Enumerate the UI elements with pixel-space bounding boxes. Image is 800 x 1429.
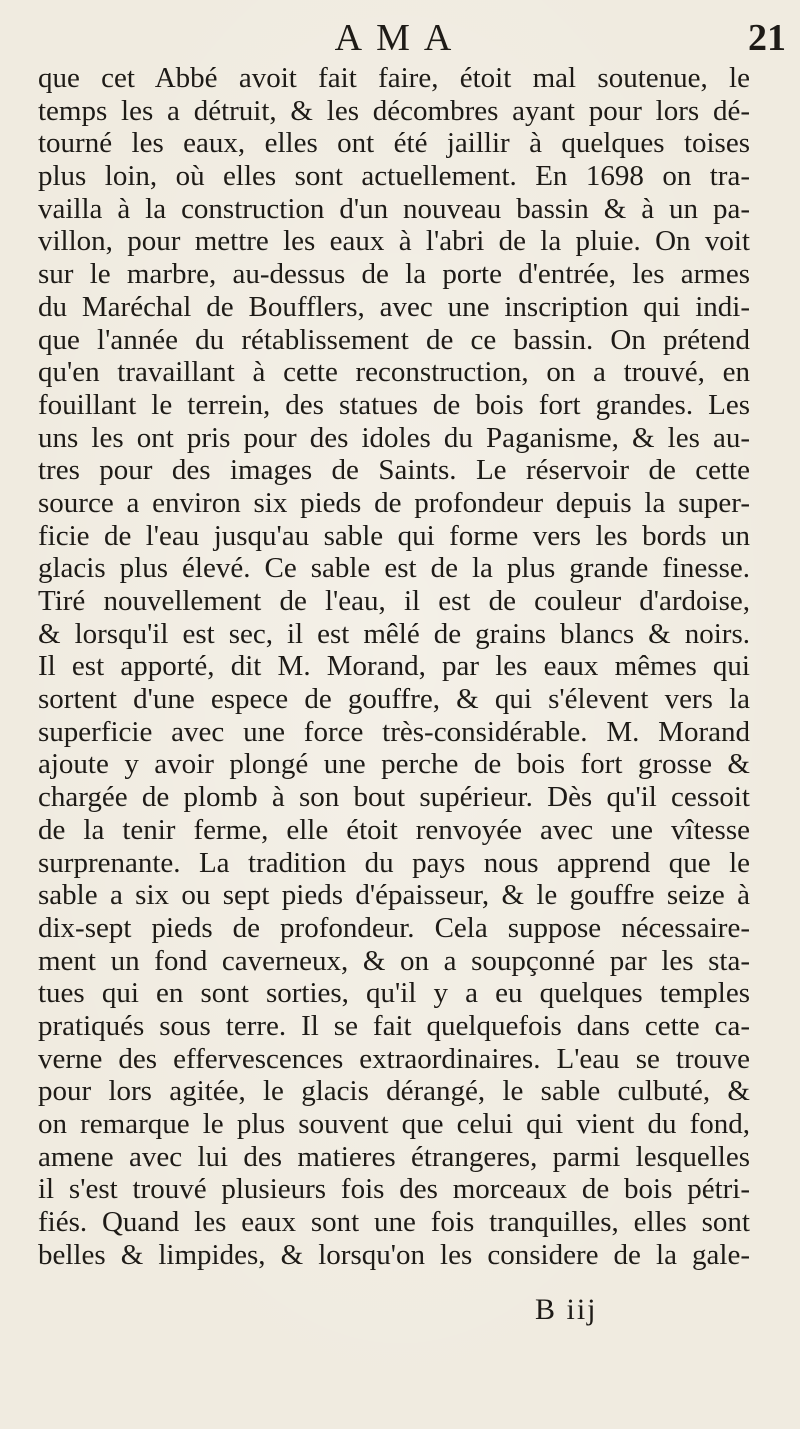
text-line: sur le marbre, au-dessus de la porte d'entrée, les armes: [38, 258, 750, 291]
text-line: uns les ont pris pour des idoles du Paganisme, & les au-: [38, 421, 750, 454]
text-line: temps les a détruit, & les décombres ayant pour lors dé-: [38, 94, 750, 127]
running-head-title: AMA: [334, 17, 466, 59]
text-line: Tiré nouvellement de l'eau, il est de couleur d'ardoise,: [38, 585, 750, 617]
text-line: de la tenir ferme, elle étoit renvoyée avec une vîtesse: [38, 813, 750, 846]
text-line: superficie avec une force très-considérable. M. Morand: [38, 715, 750, 748]
text-line: que cet Abbé avoit fait faire, étoit mal soutenue, le: [38, 62, 750, 94]
text-line: fiés. Quand les eaux sont une fois tranquilles, elles sont: [38, 1206, 750, 1239]
text-line: belles & limpides, & lorsqu'on les considere de la gale-: [38, 1238, 750, 1271]
text-line: pour lors agitée, le glacis dérangé, le sable culbuté, &: [38, 1075, 750, 1108]
text-line: source a environ six pieds de profondeur depuis la super-: [38, 486, 750, 519]
text-line: que l'année du rétablissement de ce bassin. On prétend: [38, 323, 750, 356]
text-line: ficie de l'eau jusqu'au sable qui forme vers les bords un: [38, 519, 750, 552]
text-line: Il est apporté, dit M. Morand, par les eaux mêmes qui: [38, 650, 750, 683]
signature-mark: B iij: [535, 1293, 598, 1326]
text-line: ment un fond caverneux, & on a soupçonné par les sta-: [38, 944, 750, 977]
text-line: tourné les eaux, elles ont été jaillir à quelques toises: [38, 127, 750, 160]
body-text: [38, 62, 750, 1271]
text-line: dix-sept pieds de profondeur. Cela suppose nécessaire-: [38, 911, 750, 944]
text-line: vailla à la construction d'un nouveau bassin & à un pa-: [38, 192, 750, 225]
text-line: tres pour des images de Saints. Le réservoir de cette: [38, 454, 750, 487]
running-head: [0, 16, 800, 60]
text-line: sortent d'une espece de gouffre, & qui s'élevent vers la: [38, 683, 750, 716]
text-line: tues qui en sont sorties, qu'il y a eu quelques temples: [38, 977, 750, 1010]
text-line: chargée de plomb à son bout supérieur. Dès qu'il cessoit: [38, 781, 750, 814]
text-line: il s'est trouvé plusieurs fois des morceaux de bois pétri-: [38, 1173, 750, 1206]
text-line: surprenante. La tradition du pays nous apprend que le: [38, 846, 750, 879]
text-line: & lorsqu'il est sec, il est mêlé de grains blancs & noirs.: [38, 617, 750, 650]
text-line: fouillant le terrein, des statues de bois fort grandes. Les: [38, 388, 750, 421]
text-line: villon, pour mettre les eaux à l'abri de la pluie. On voit: [38, 225, 750, 258]
text-line: sable a six ou sept pieds d'épaisseur, & le gouffre seize à: [38, 879, 750, 912]
text-line: verne des effervescences extraordinaires. L'eau se trouve: [38, 1042, 750, 1075]
page-number: 21: [748, 17, 786, 59]
text-line: amene avec lui des matieres étrangeres, parmi lesquelles: [38, 1140, 750, 1173]
text-line: ajoute y avoir plongé une perche de bois fort grosse &: [38, 748, 750, 781]
text-line: plus loin, où elles sont actuellement. En 1698 on tra-: [38, 160, 750, 193]
text-line: on remarque le plus souvent que celui qui vient du fond,: [38, 1108, 750, 1140]
text-line: pratiqués sous terre. Il se fait quelquefois dans cette ca-: [38, 1009, 750, 1042]
text-line: du Maréchal de Boufflers, avec une inscription qui indi-: [38, 290, 750, 323]
text-line: glacis plus élevé. Ce sable est de la plus grande finesse.: [38, 552, 750, 585]
text-line: qu'en travaillant à cette reconstruction, on a trouvé, en: [38, 356, 750, 389]
